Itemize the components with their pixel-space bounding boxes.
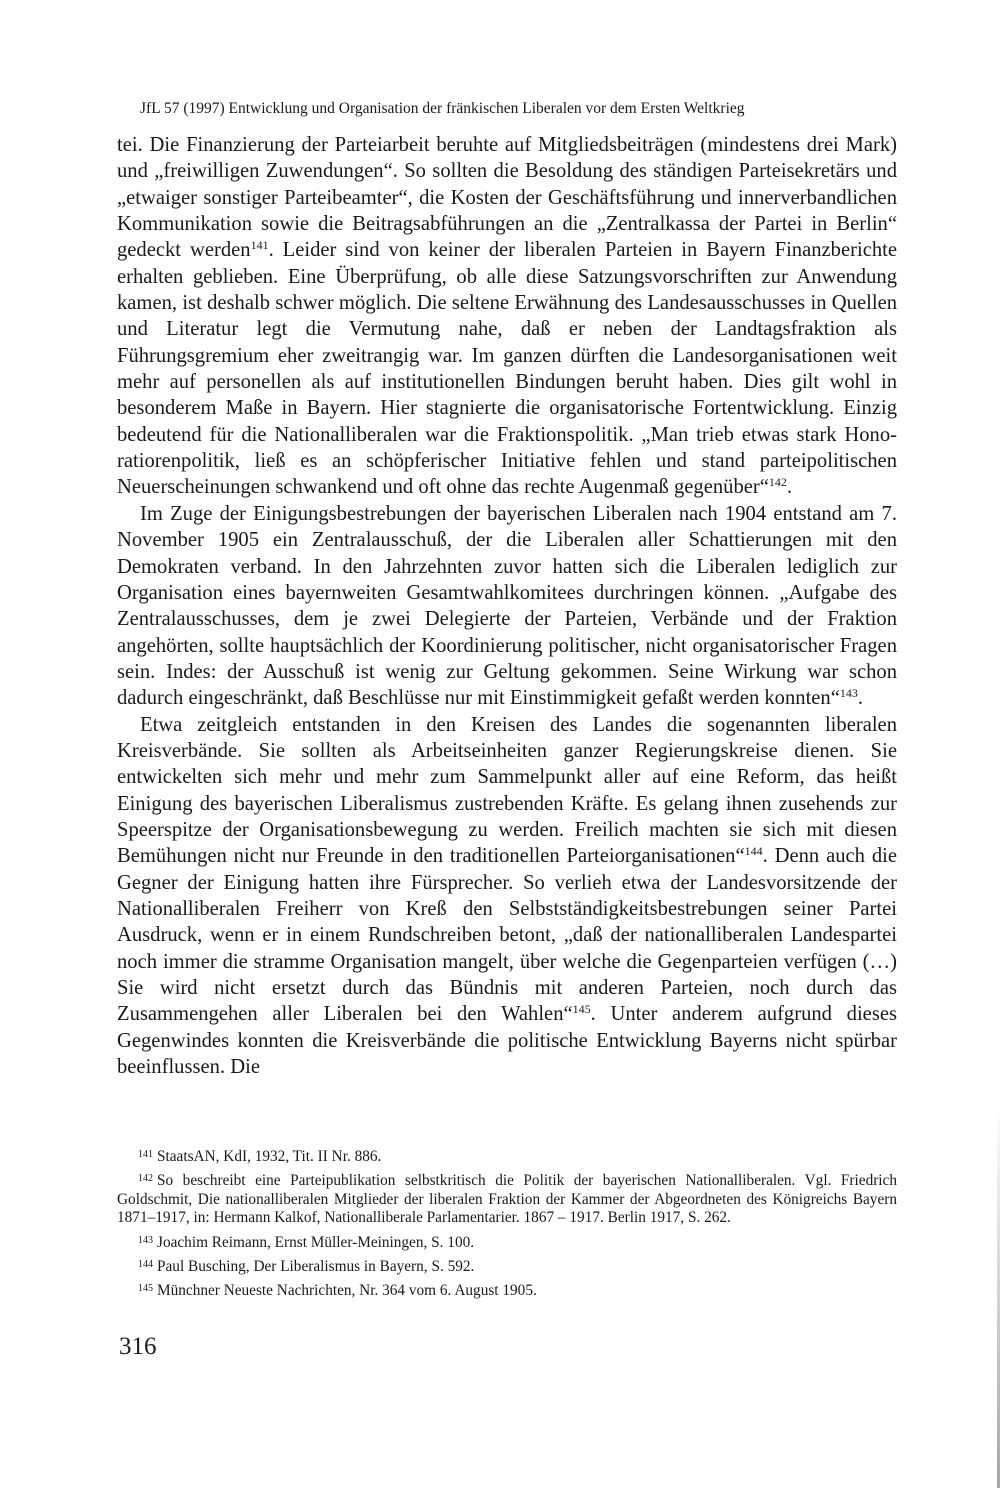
footnote <box>117 1232 897 1252</box>
footnote-number: 142 <box>138 1173 153 1185</box>
text-run: Im Zuge der Einigungsbestrebungen der bayerischen Liberalen nach 1904 entstand am 7. November 1905 ein Zentralausschuß, der die Liberalen aller Schattierungen mit den Demokraten verband. In den Jahrzehnten zuvor hatten sich die Liberalen lediglich zur Organisation eines bayernweiten Gesamtwahlkomitees durchringen können. „Aufgabe des Zentralausschusses, dem je zwei Delegierte der Parteien, Verbände und der Fraktion angehörten, sollte hauptsächlich der Koordinierung politischer, nicht organisatorischer Fragen sein. Indes: der Ausschuß ist wenig zur Geltung gekommen. Seine Wirkung war schon dadurch eingeschränkt, daß Beschlüsse nur mit Einstimmigkeit gefaßt werden konnten“ <box>117 502 897 710</box>
text-run: Etwa zeitgleich entstanden in den Kreisen des Landes die sogenannten liberalen Kreisverbände. Sie sollten als Arbeitseinheiten ganzer Regierungskreise dienen. Sie entwickelten sich mehr und mehr zum Sammelpunkt aller auf eine Reform, das heißt Einigung des bayerischen Liberalismus zustrebenden Kräfte. Es gelang ihnen zusehends zur Speerspitze der Organisationsbewegung zu werden. Freilich machten sie sich mit diesen Bemühungen nicht nur Freunde in den traditionellen Parteiorganisationen“ <box>117 713 897 868</box>
paragraph <box>117 132 897 501</box>
footnote-reference: 141 <box>250 238 269 253</box>
paragraph <box>117 712 897 1081</box>
footnote-text: StaatsAN, KdI, 1932, Tit. II Nr. 886. <box>157 1148 382 1165</box>
text-run: . <box>786 476 793 499</box>
footnotes <box>117 1146 897 1305</box>
footnote <box>117 1280 897 1300</box>
footnote-reference: 142 <box>768 475 787 490</box>
page-number: 316 <box>119 1333 157 1360</box>
footnote-reference: 145 <box>572 1002 591 1017</box>
footnote-text: Joachim Reimann, Ernst Müller-Meiningen, S. 100. <box>157 1233 475 1251</box>
footnote <box>117 1256 897 1276</box>
text-run: . <box>857 687 864 710</box>
footnote-number: 141 <box>138 1149 153 1160</box>
footnote-text: So beschreibt eine Parteipublikation selbstkritisch die Politik der bayerischen Nationalliberalen. Vgl. Friedrich Goldschmit, Die nationalliberalen Mitglieder der liberalen Fraktion der Kammer der Abgeordneten des Königreichs Bayern 1871–1917, in: Hermann Kalkof, Nationalliberale Parlamentarier. 1867 – 1917. Berlin 1917, S. 262. <box>117 1172 897 1227</box>
footnote-reference: 143 <box>839 686 858 701</box>
footnote <box>117 1170 897 1227</box>
text-run: tei. Die Finanzierung der Parteiarbeit beruhte auf Mitgliedsbeiträgen (mindestens drei Mark) und „freiwilligen Zuwendungen“. So sollten die Besoldung des ständigen Parteisekretärs und „etwaiger sonstiger Parteibeamter“, die Kosten der Geschäftsführung und innerverbandlichen Kommunikation sowie die Beitragsabführungen an die „Zentralkassa der Partei in Berlin“ gedeckt werden <box>117 134 897 262</box>
footnote-number: 143 <box>138 1234 153 1246</box>
footnote-text: Münchner Neueste Nachrichten, Nr. 364 vom 6. August 1905. <box>157 1282 537 1300</box>
text-run: . Unter anderem aufgrund dieses Gegenwindes konnten die Kreisverbände die politische Entwicklung Bayerns nicht spürbar beeinflussen. Die <box>117 1003 897 1079</box>
footnote-number: 144 <box>138 1259 153 1271</box>
footnote-reference: 144 <box>744 844 763 859</box>
footnote-text: Paul Busching, Der Liberalismus in Bayern, S. 592. <box>157 1258 475 1276</box>
footnote <box>117 1146 897 1166</box>
footnote-number: 145 <box>138 1283 153 1295</box>
body-text <box>117 132 897 1080</box>
text-run: . Leider sind von keiner der liberalen Parteien in Bayern Finanzberichte erhalten geblieben. Eine Überprüfung, ob alle diese Satzungsvorschriften zur Anwendung kamen, ist deshalb schwer möglich. Die seltene Erwähnung des Landesausschusses in Quellen und Literatur legt die Vermutung nahe, daß er neben der Landtagsfraktion als Führungsgremium eher zweitrangig war. Im ganzen dürften die Landesorganisationen weit mehr auf personellen als auf institutionellen Bindungen beruht haben. Dies gilt wohl in besonderem Maße in Bayern. Hier stagnierte die organisatorische Fortentwicklung. Einzig bedeutend für die Nationalliberalen war die Fraktionspolitik. „Man trieb etwas stark Honoratiorenpolitik, ließ es an schöpferischer Initiative fehlen und stand parteipolitischen Neuerscheinungen schwankend und oft ohne das rechte Augenmaß gegenüber“ <box>117 239 897 499</box>
paragraph <box>117 501 897 712</box>
text-run: . Denn auch die Gegner der Einigung hatten ihre Fürsprecher. So verlieh etwa der Landesvorsitzende der Nationalliberalen Freiherr von Kreß den Selbstständigkeitsbestrebungen seiner Partei Ausdruck, wenn er in einem Rundschreiben betont, „daß der nationalliberalen Landespartei noch immer die stramme Organisation mangelt, über welche die Gegenparteien verfügen (…) Sie wird nicht ersetzt durch das Bündnis mit anderen Parteien, noch durch das Zusammengehen aller Liberalen bei den Wahlen“ <box>117 845 898 1026</box>
running-head: JfL 57 (1997) Entwicklung und Organisation der fränkischen Liberalen vor dem Ersten Weltkrieg <box>140 100 745 117</box>
